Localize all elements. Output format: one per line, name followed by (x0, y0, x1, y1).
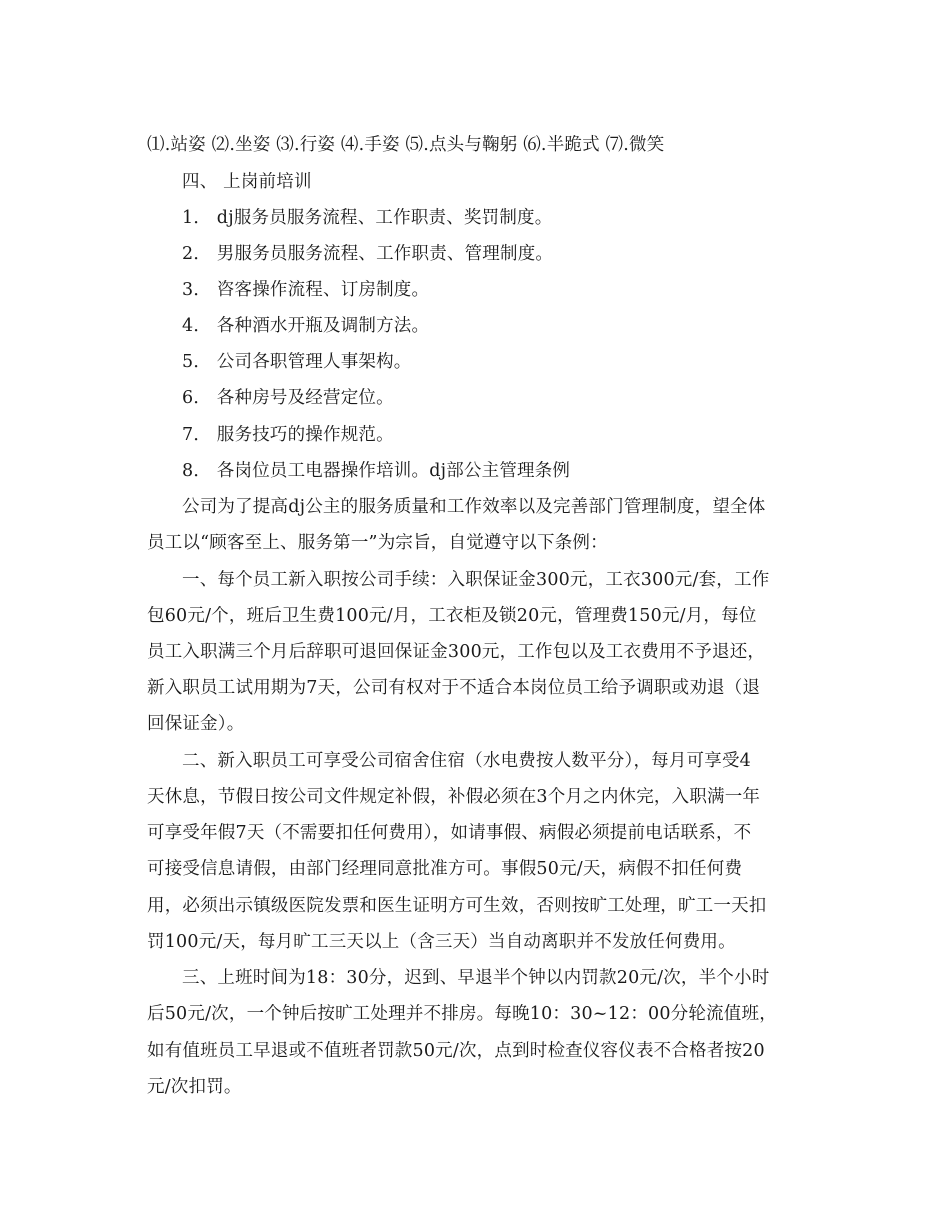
clause-three-line: 如有值班员工早退或不值班者罚款50元/次，点到时检查仪容仪表不合格者按20 (147, 1041, 765, 1061)
clause-two-line: 天休息，节假日按公司文件规定补假，补假必须在3个月之内休完，入职满一年 (147, 787, 761, 807)
training-item: 3． 咨客操作流程、订房制度。 (182, 280, 430, 300)
training-item: 6． 各种房号及经营定位。 (182, 388, 394, 408)
section-four-heading: 四、 上岗前培训 (182, 172, 312, 192)
clause-two-line: 用，必须出示镇级医院发票和医生证明方可生效，否则按旷工处理，旷工一天扣 (147, 896, 767, 916)
clause-three-line: 三、上班时间为18：30分，迟到、早退半个钟以内罚款20元/次，半个小时 (182, 968, 770, 988)
clause-three-line: 元/次扣罚。 (147, 1077, 242, 1097)
training-item: 8． 各岗位员工电器操作培训。dj部公主管理条例 (182, 461, 571, 481)
training-item: 7． 服务技巧的操作规范。 (182, 425, 394, 445)
clause-two-line: 可享受年假7天（不需要扣任何费用），如请事假、病假必须提前电话联系，不 (147, 823, 752, 843)
clause-one-line: 员工入职满三个月后辞职可退回保证金300元，工作包以及工衣费用不予退还， (147, 642, 766, 662)
intro-line: 公司为了提高dj公主的服务质量和工作效率以及完善部门管理制度，望全体 (182, 497, 766, 517)
clause-two-line: 二、新入职员工可享受公司宿舍住宿（水电费按人数平分），每月可享受4 (182, 751, 751, 771)
clause-three-line: 后50元/次，一个钟后按旷工处理并不排房。每晚10：30~12：00分轮流值班， (147, 1004, 777, 1024)
training-item: 2． 男服务员服务流程、工作职责、管理制度。 (182, 244, 554, 264)
postures-line: ⑴.站姿 ⑵.坐姿 ⑶.行姿 ⑷.手姿 ⑸.点头与鞠躬 ⑹.半跪式 ⑺.微笑 (147, 135, 665, 155)
intro-line: 员工以“顾客至上、服务第一”为宗旨，自觉遵守以下条例： (147, 533, 608, 553)
clause-two-line: 可接受信息请假，由部门经理同意批准方可。事假50元/天，病假不扣任何费 (147, 859, 743, 879)
clause-two-line: 罚100元/天，每月旷工三天以上（含三天）当自动离职并不发放任何费用。 (147, 932, 736, 952)
training-item: 5． 公司各职管理人事架构。 (182, 352, 412, 372)
clause-one-line: 一、每个员工新入职按公司手续：入职保证金300元，工衣300元/套，工作 (182, 570, 770, 590)
clause-one-line: 新入职员工试用期为7天，公司有权对于不适合本岗位员工给予调职或劝退（退 (147, 678, 761, 698)
training-item: 4． 各种酒水开瓶及调制方法。 (182, 316, 430, 336)
clause-one-line: 回保证金）。 (147, 714, 245, 734)
clause-one-line: 包60元/个，班后卫生费100元/月，工衣柜及锁20元，管理费150元/月，每位 (147, 606, 757, 626)
training-item: 1． dj服务员服务流程、工作职责、奖罚制度。 (182, 208, 553, 228)
